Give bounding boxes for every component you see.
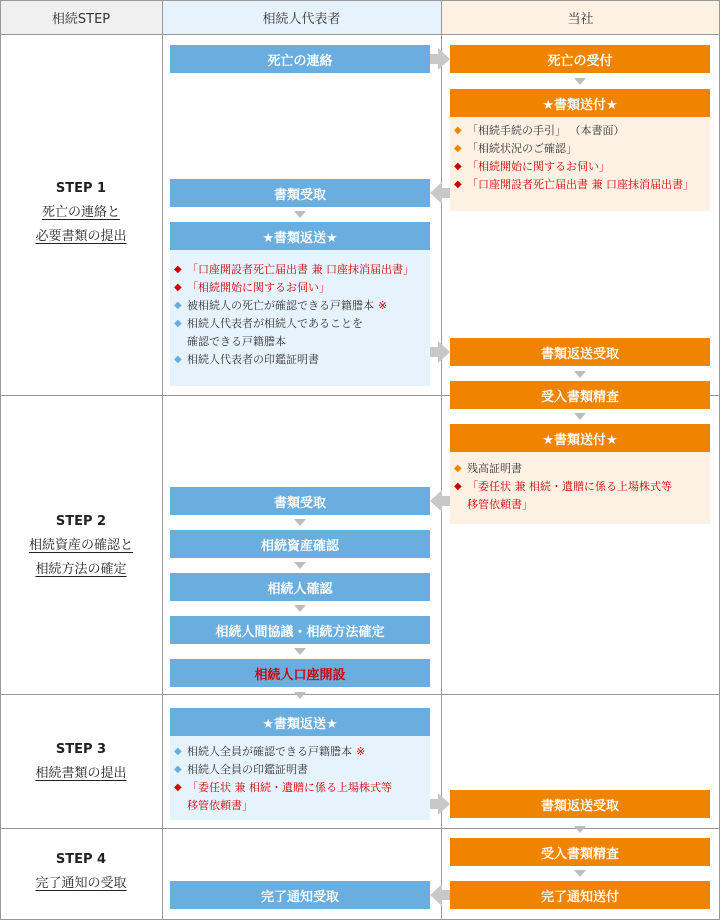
list-item: ◆ 相続人全員の印鑑証明書 [174, 763, 308, 776]
right-arrow-head [438, 48, 450, 70]
step-1-label: STEP 1 死亡の連絡と 必要書類の提出 [35, 181, 127, 244]
header-representative: 相続人代表者 [162, 0, 441, 34]
return-docs-header-2: ★書類返送★ [170, 708, 430, 736]
list-item: ◆ 「相続開始に関するお伺い」 [174, 281, 330, 294]
heirs-meeting-box: 相続人間協議・相続方法確定 [170, 616, 430, 644]
down-arrow [294, 605, 306, 612]
right-arrow [430, 54, 438, 64]
down-arrow [574, 870, 586, 877]
down-arrow [574, 413, 586, 420]
down-arrow [574, 371, 586, 378]
send-docs-panel-2 [450, 452, 710, 524]
list-item: ◆ 「相続手続の手引」 （本書面） [454, 124, 625, 137]
right-arrow-head [438, 341, 450, 363]
down-arrow [294, 562, 306, 569]
left-arrow-head [430, 490, 442, 512]
confirm-assets-box: 相続資産確認 [170, 530, 430, 558]
left-arrow [442, 188, 450, 198]
list-item: ◆ 「相続状況のご確認」 [454, 142, 577, 155]
receive-docs-box-2: 書類受取 [170, 487, 430, 515]
death-received-box: 死亡の受付 [450, 45, 710, 73]
down-arrow [574, 826, 586, 833]
down-arrow [294, 648, 306, 655]
down-arrow [574, 78, 586, 85]
list-item: 移管依頼書」 [467, 498, 533, 511]
return-docs-panel-1 [170, 250, 430, 386]
header-company: 当社 [441, 0, 720, 34]
step-2-label: STEP 2 相続資産の確認と 相続方法の確定 [28, 514, 133, 577]
down-arrow [294, 519, 306, 526]
list-item: ◆ 「委任状 兼 相続・遺贈に係る上場株式等 [174, 781, 392, 794]
return-received-box-1: 書類返送受取 [450, 338, 710, 366]
inspect-box-2: 受入書類精査 [450, 838, 710, 866]
death-notice-box: 死亡の連絡 [170, 45, 430, 73]
list-item: ◆ 「委任状 兼 相続・遺贈に係る上場株式等 [454, 480, 672, 493]
return-received-box-2: 書類返送受取 [450, 790, 710, 818]
left-arrow [442, 890, 450, 900]
left-arrow-head [430, 182, 442, 204]
confirm-heirs-box: 相続人確認 [170, 573, 430, 601]
send-docs-panel-1 [450, 117, 710, 211]
return-docs-header-1: ★書類返送★ [170, 222, 430, 250]
left-arrow [442, 496, 450, 506]
list-item: ◆ 相続人代表者の印鑑証明書 [174, 353, 319, 366]
header-step: 相続STEP [0, 0, 162, 34]
receive-docs-box-1: 書類受取 [170, 179, 430, 207]
step-3-label: STEP 3 相続書類の提出 [35, 742, 127, 781]
down-arrow [294, 692, 306, 699]
down-arrow [294, 211, 306, 218]
list-item: 確認できる戸籍謄本 [187, 335, 286, 348]
list-item: ◆ 相続人全員が確認できる戸籍謄本 ※ [174, 745, 366, 758]
list-item: ◆ 「口座開設者死亡届出書 兼 口座抹消届出書」 [454, 178, 694, 191]
list-item: 移管依頼書」 [187, 799, 253, 812]
open-account-box: 相続人口座開設 [170, 659, 430, 687]
list-item: ◆ 残高証明書 [454, 462, 522, 475]
list-item: ◆ 被相続人の死亡が確認できる戸籍謄本 ※ [174, 299, 388, 312]
completion-sent-box: 完了通知送付 [450, 881, 710, 909]
step-4-label: STEP 4 完了通知の受取 [35, 852, 127, 891]
return-docs-panel-2 [170, 736, 430, 820]
inspect-box-1: 受入書類精査 [450, 381, 710, 409]
right-arrow [430, 347, 438, 357]
send-docs-header-1: ★書類送付★ [450, 89, 710, 117]
list-item: ◆ 「相続開始に関するお伺い」 [454, 160, 610, 173]
left-arrow-head [430, 884, 442, 906]
list-item: ◆ 相続人代表者が相続人であることを [174, 317, 363, 330]
right-arrow [430, 799, 438, 809]
right-arrow-head [438, 793, 450, 815]
send-docs-header-2: ★書類送付★ [450, 424, 710, 452]
list-item: ◆ 「口座開設者死亡届出書 兼 口座抹消届出書」 [174, 263, 414, 276]
receive-completion-box: 完了通知受取 [170, 881, 430, 909]
